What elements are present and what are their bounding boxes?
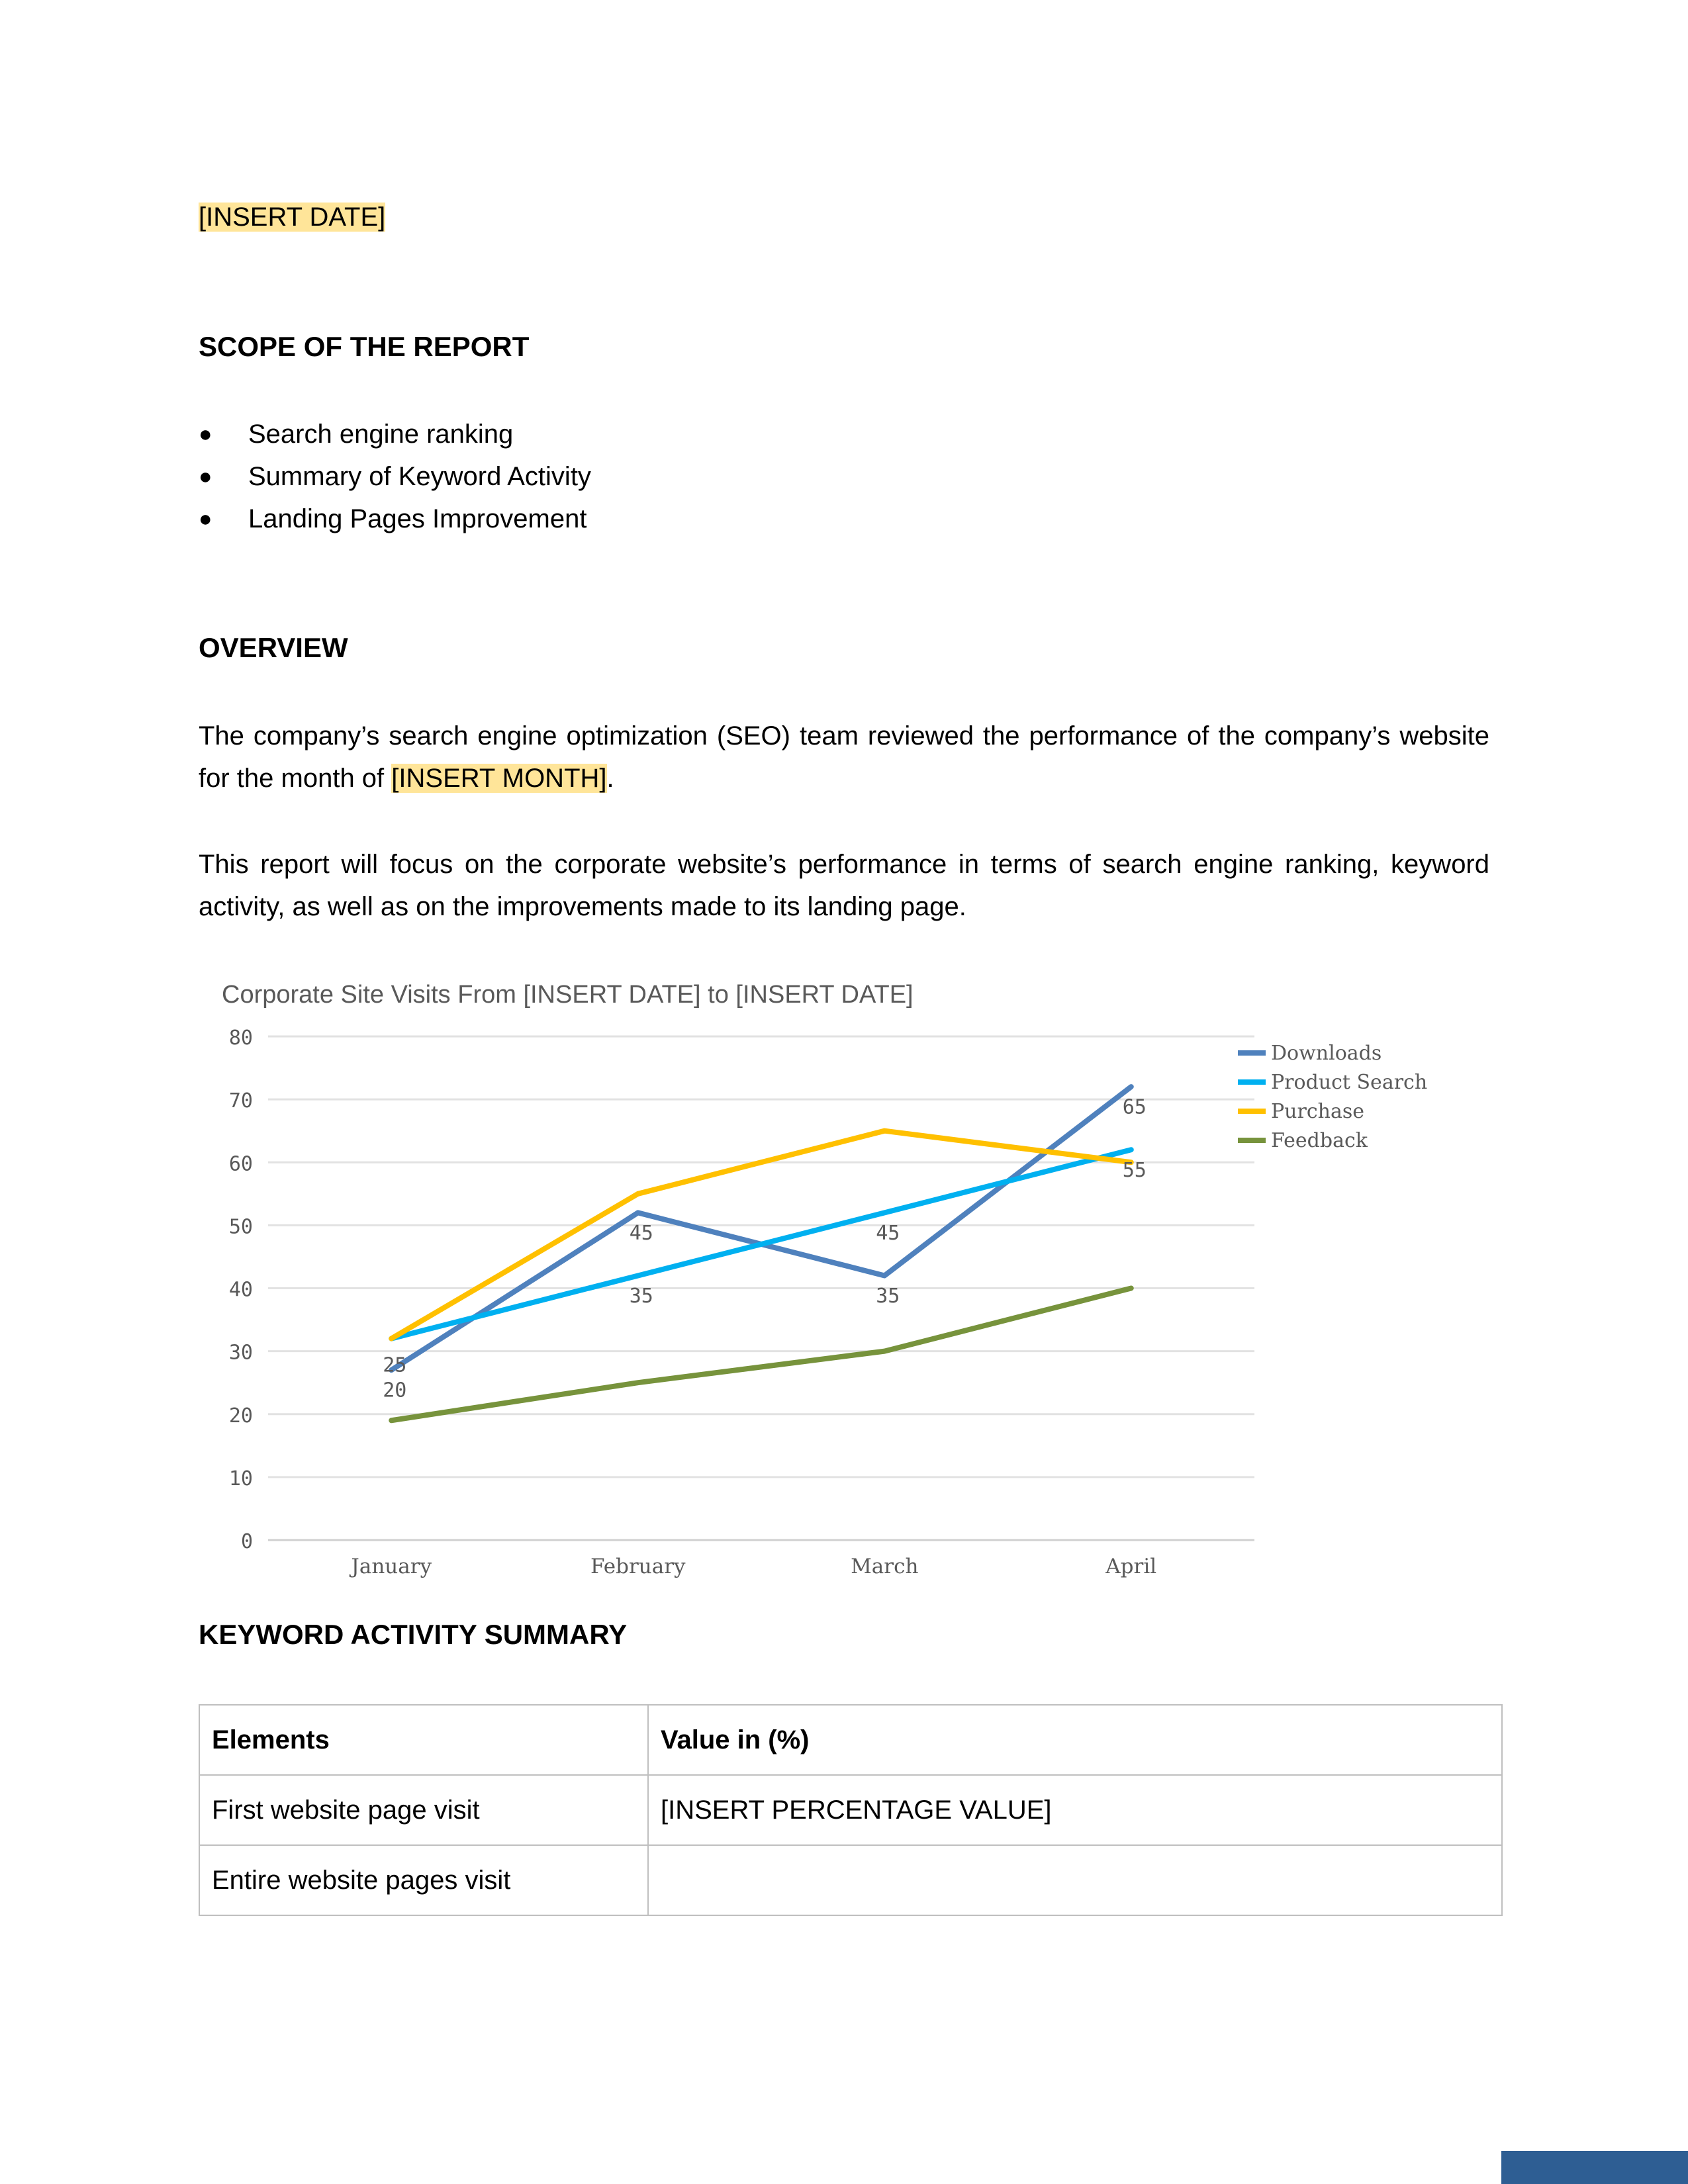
y-axis-labels (229, 1026, 253, 1553)
table-row (199, 1845, 1502, 1915)
x-axis-labels (349, 1555, 1156, 1578)
chart-title: Corporate Site Visits From [INSERT DATE] to [INSERT DATE] (222, 981, 914, 1009)
x-tick-label: March (851, 1555, 919, 1578)
data-label: 35 (876, 1285, 900, 1308)
series-line-product-search (391, 1150, 1131, 1338)
site-visits-chart (199, 973, 1456, 1588)
column-header-elements: Elements (199, 1705, 648, 1775)
date-placeholder: [INSERT DATE] (199, 203, 386, 232)
overview-heading: OVERVIEW (199, 632, 348, 663)
x-tick-label: January (351, 1555, 432, 1578)
table-header-row (199, 1705, 1502, 1775)
scope-list (199, 413, 591, 540)
keyword-heading: KEYWORD ACTIVITY SUMMARY (199, 1619, 628, 1650)
table-cell: Entire website pages visit (199, 1845, 648, 1915)
y-tick-label: 20 (228, 1404, 253, 1428)
list-item: ● Landing Pages Improvement (199, 498, 591, 540)
bullet-icon: ● (199, 464, 212, 489)
bullet-icon: ● (199, 506, 212, 531)
data-label: 45 (629, 1221, 653, 1245)
data-label: 35 (629, 1285, 653, 1308)
y-tick-label: 10 (228, 1467, 253, 1490)
y-tick-label: 80 (228, 1026, 253, 1050)
y-tick-label: 30 (228, 1341, 253, 1365)
y-tick-label: 50 (228, 1215, 253, 1239)
list-item: ● Search engine ranking (199, 413, 591, 455)
chart-data-labels (383, 1096, 1147, 1402)
chart-series (391, 1087, 1131, 1420)
list-item: ● Summary of Keyword Activity (199, 455, 591, 498)
keyword-table (199, 1704, 1503, 1916)
data-label: 65 (1122, 1095, 1147, 1119)
data-label: 45 (876, 1221, 900, 1245)
bullet-icon: ● (199, 422, 212, 447)
legend-label: Purchase (1271, 1100, 1365, 1123)
table-cell (648, 1845, 1502, 1915)
table-row (199, 1775, 1502, 1845)
column-header-value: Value in (%) (648, 1705, 1502, 1775)
footer-accent-bar (1501, 2151, 1688, 2184)
table-cell: First website page visit (199, 1775, 648, 1845)
y-tick-label: 40 (228, 1278, 253, 1302)
table-cell: [INSERT PERCENTAGE VALUE] (648, 1775, 1502, 1845)
data-label: 20 (383, 1379, 407, 1402)
data-label: 25 (383, 1353, 407, 1377)
y-tick-label: 70 (228, 1089, 253, 1113)
x-tick-label: February (590, 1555, 686, 1578)
chart-grid (268, 1036, 1254, 1540)
series-line-downloads (391, 1087, 1131, 1370)
data-label: 55 (1122, 1158, 1147, 1182)
scope-heading: SCOPE OF THE REPORT (199, 331, 530, 362)
y-tick-label: 60 (228, 1152, 253, 1176)
chart-legend (1238, 1042, 1427, 1152)
legend-label: Feedback (1271, 1129, 1368, 1152)
legend-label: Product Search (1271, 1071, 1428, 1094)
overview-paragraph-1: The company’s search engine optimization (SEO) team reviewed the performance of the company’s website for the month of [INSERT MONTH]. (199, 721, 1489, 793)
month-placeholder: [INSERT MONTH] (391, 764, 607, 793)
overview-paragraph-2: This report will focus on the corporate website’s performance in terms of search engine ranking, keyword activity, as well as on the improvements made to its landing page. (199, 850, 1489, 921)
x-tick-label: April (1105, 1555, 1157, 1578)
legend-label: Downloads (1271, 1042, 1382, 1065)
y-tick-label: 0 (240, 1530, 253, 1553)
